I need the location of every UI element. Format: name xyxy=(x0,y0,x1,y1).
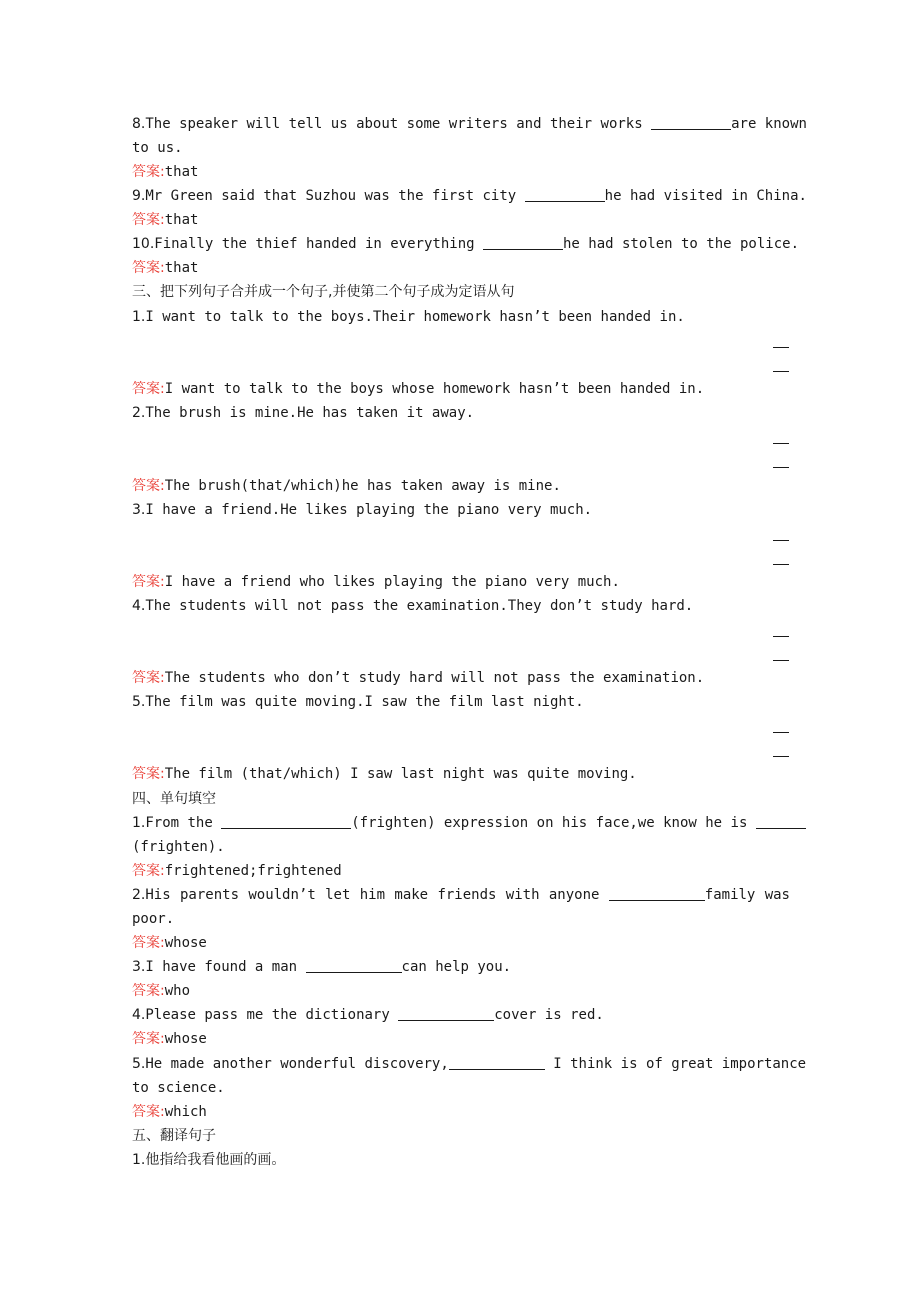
s3-answer-2: 答案:The brush(that/which)he has taken away is mine. xyxy=(132,478,561,494)
question-8: 8.The speaker will tell us about some writers and their works are known xyxy=(132,112,790,136)
blank xyxy=(756,812,806,829)
s3-question-5: 5.The film was quite moving.I saw the film last night. xyxy=(132,694,584,710)
answer-10: 答案:that xyxy=(132,260,199,276)
s3-answer-4: 答案:The students who don’t study hard will not pass the examination. xyxy=(132,670,705,686)
s4-question-1-cont: (frighten). xyxy=(132,839,225,855)
s4-question-4: 4.Please pass me the dictionary cover is red. xyxy=(132,1003,790,1027)
answer-line xyxy=(773,732,789,733)
s4-question-2-cont: poor. xyxy=(132,911,175,927)
answer-line xyxy=(773,371,789,372)
blank xyxy=(609,884,705,901)
s3-question-3: 3.I have a friend.He likes playing the piano very much. xyxy=(132,502,593,518)
section-4-heading: 四、单句填空 xyxy=(132,791,216,807)
blank xyxy=(525,185,605,202)
question-9: 9.Mr Green said that Suzhou was the first city he had visited in China. xyxy=(132,184,790,208)
answer-line xyxy=(773,564,789,565)
s4-answer-3: 答案:who xyxy=(132,983,191,999)
answer-line xyxy=(773,443,789,444)
answer-line xyxy=(773,347,789,348)
answer-line xyxy=(773,660,789,661)
question-10: 10.Finally the thief handed in everything he had stolen to the police. xyxy=(132,232,790,256)
s3-question-1: 1.I want to talk to the boys.Their homework hasn’t been handed in. xyxy=(132,309,685,325)
s4-question-3: 3.I have found a man can help you. xyxy=(132,955,790,979)
answer-line xyxy=(773,540,789,541)
answer-line xyxy=(773,467,789,468)
s4-answer-2: 答案:whose xyxy=(132,935,207,951)
blank xyxy=(398,1004,494,1021)
answer-8: 答案:that xyxy=(132,164,199,180)
s4-answer-4: 答案:whose xyxy=(132,1031,207,1047)
s3-answer-3: 答案:I have a friend who likes playing the piano very much. xyxy=(132,574,620,590)
s4-question-1: 1.From the (frighten) expression on his face,we know he is xyxy=(132,811,790,835)
s4-question-2: 2.His parents wouldn’t let him make friends with anyone family was xyxy=(132,883,790,907)
section-3-heading: 三、把下列句子合并成一个句子,并使第二个句子成为定语从句 xyxy=(132,284,515,300)
s4-answer-1: 答案:frightened;frightened xyxy=(132,863,342,879)
answer-line xyxy=(773,756,789,757)
s4-answer-5: 答案:which xyxy=(132,1104,207,1120)
answer-9: 答案:that xyxy=(132,212,199,228)
section-5-heading: 五、翻译句子 xyxy=(132,1128,216,1144)
blank xyxy=(221,812,351,829)
blank xyxy=(449,1053,545,1070)
s3-answer-5: 答案:The film (that/which) I saw last night was quite moving. xyxy=(132,766,637,782)
s4-question-5-cont: to science. xyxy=(132,1080,225,1096)
s3-question-4: 4.The students will not pass the examination.They don’t study hard. xyxy=(132,598,694,614)
answer-line xyxy=(773,636,789,637)
question-8-cont: to us. xyxy=(132,140,183,156)
s4-question-5: 5.He made another wonderful discovery, I think is of great importance xyxy=(132,1052,790,1076)
s3-question-2: 2.The brush is mine.He has taken it away. xyxy=(132,405,475,421)
s3-answer-1: 答案:I want to talk to the boys whose homework hasn’t been handed in. xyxy=(132,381,705,397)
blank xyxy=(651,113,731,130)
blank xyxy=(483,233,563,250)
s5-question-1: 1.他指给我看他画的画。 xyxy=(132,1152,286,1168)
blank xyxy=(306,956,402,973)
